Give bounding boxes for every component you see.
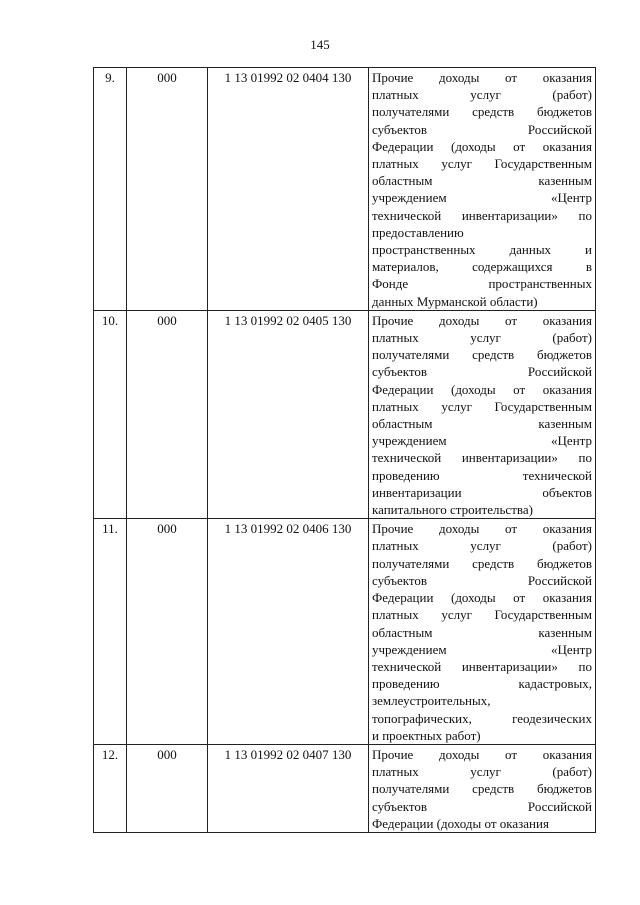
description-line: получателями средств бюджетов bbox=[372, 104, 592, 120]
description-line: учреждением «Центр bbox=[372, 433, 592, 449]
table-row bbox=[94, 519, 596, 745]
description-line: Федерации (доходы от оказания bbox=[372, 138, 592, 154]
description-line: Прочие доходы от оказания bbox=[372, 746, 592, 762]
description-line: учреждением «Центр bbox=[372, 641, 592, 657]
description-line: Фонде пространственных bbox=[372, 276, 592, 292]
description-line: субъектов Российской bbox=[372, 364, 592, 380]
revenue-description bbox=[369, 744, 596, 832]
description-line: учреждением «Центр bbox=[372, 190, 592, 206]
description-line: платных услуг (работ) bbox=[372, 330, 592, 346]
description-line: платных услуг (работ) bbox=[372, 538, 592, 554]
description-line: платных услуг Государственным bbox=[372, 607, 592, 623]
description-line: проведению технической bbox=[372, 467, 592, 483]
description-line: инвентаризации объектов bbox=[372, 484, 592, 500]
description-line: платных услуг Государственным bbox=[372, 156, 592, 172]
description-line: капитального строительства) bbox=[372, 502, 533, 518]
admin-code: 000 bbox=[127, 744, 208, 832]
description-line: и проектных работ) bbox=[372, 727, 481, 743]
description-line: проведению кадастровых, bbox=[372, 676, 592, 692]
description-line: технической инвентаризации» по bbox=[372, 450, 592, 466]
row-number: 10. bbox=[94, 310, 127, 518]
description-line: субъектов Российской bbox=[372, 121, 592, 137]
description-line: пространственных данных и bbox=[372, 242, 592, 258]
description-line: Федерации (доходы от оказания bbox=[372, 815, 549, 831]
description-line: областным казенным bbox=[372, 416, 592, 432]
description-line: данных Мурманской области) bbox=[372, 293, 538, 309]
row-number: 9. bbox=[94, 68, 127, 311]
description-line: Прочие доходы от оказания bbox=[372, 521, 592, 537]
description-line: платных услуг Государственным bbox=[372, 398, 592, 414]
revenue-description bbox=[369, 68, 596, 311]
description-line: областным казенным bbox=[372, 173, 592, 189]
page-number: 145 bbox=[310, 37, 330, 52]
description-line: областным казенным bbox=[372, 624, 592, 640]
description-line: платных услуг (работ) bbox=[372, 87, 592, 103]
budget-classification-code: 1 13 01992 02 0405 130 bbox=[208, 310, 369, 518]
description-line: Прочие доходы от оказания bbox=[372, 312, 592, 328]
description-line: субъектов Российской bbox=[372, 798, 592, 814]
description-line: платных услуг (работ) bbox=[372, 764, 592, 780]
revenue-description bbox=[369, 519, 596, 745]
budget-classification-code: 1 13 01992 02 0404 130 bbox=[208, 68, 369, 311]
description-line: Федерации (доходы от оказания bbox=[372, 381, 592, 397]
description-line: топографических, геодезических bbox=[372, 710, 592, 726]
description-line: землеустроительных, bbox=[372, 693, 491, 709]
revenue-codes-table bbox=[93, 67, 596, 833]
description-line: Прочие доходы от оказания bbox=[372, 70, 592, 85]
budget-classification-code: 1 13 01992 02 0407 130 bbox=[208, 744, 369, 832]
admin-code: 000 bbox=[127, 519, 208, 745]
admin-code: 000 bbox=[127, 68, 208, 311]
description-line: Федерации (доходы от оказания bbox=[372, 590, 592, 606]
description-line: субъектов Российской bbox=[372, 572, 592, 588]
description-line: получателями средств бюджетов bbox=[372, 781, 592, 797]
description-line: материалов, содержащихся в bbox=[372, 259, 592, 275]
description-line: получателями средств бюджетов bbox=[372, 555, 592, 571]
description-line: предоставлению bbox=[372, 224, 464, 240]
admin-code: 000 bbox=[127, 310, 208, 518]
row-number: 11. bbox=[94, 519, 127, 745]
table-row bbox=[94, 744, 596, 832]
description-line: получателями средств бюджетов bbox=[372, 347, 592, 363]
description-line: технической инвентаризации» по bbox=[372, 658, 592, 674]
table-row bbox=[94, 310, 596, 518]
table-row bbox=[94, 68, 596, 311]
row-number: 12. bbox=[94, 744, 127, 832]
description-line: технической инвентаризации» по bbox=[372, 207, 592, 223]
revenue-description bbox=[369, 310, 596, 518]
budget-classification-code: 1 13 01992 02 0406 130 bbox=[208, 519, 369, 745]
